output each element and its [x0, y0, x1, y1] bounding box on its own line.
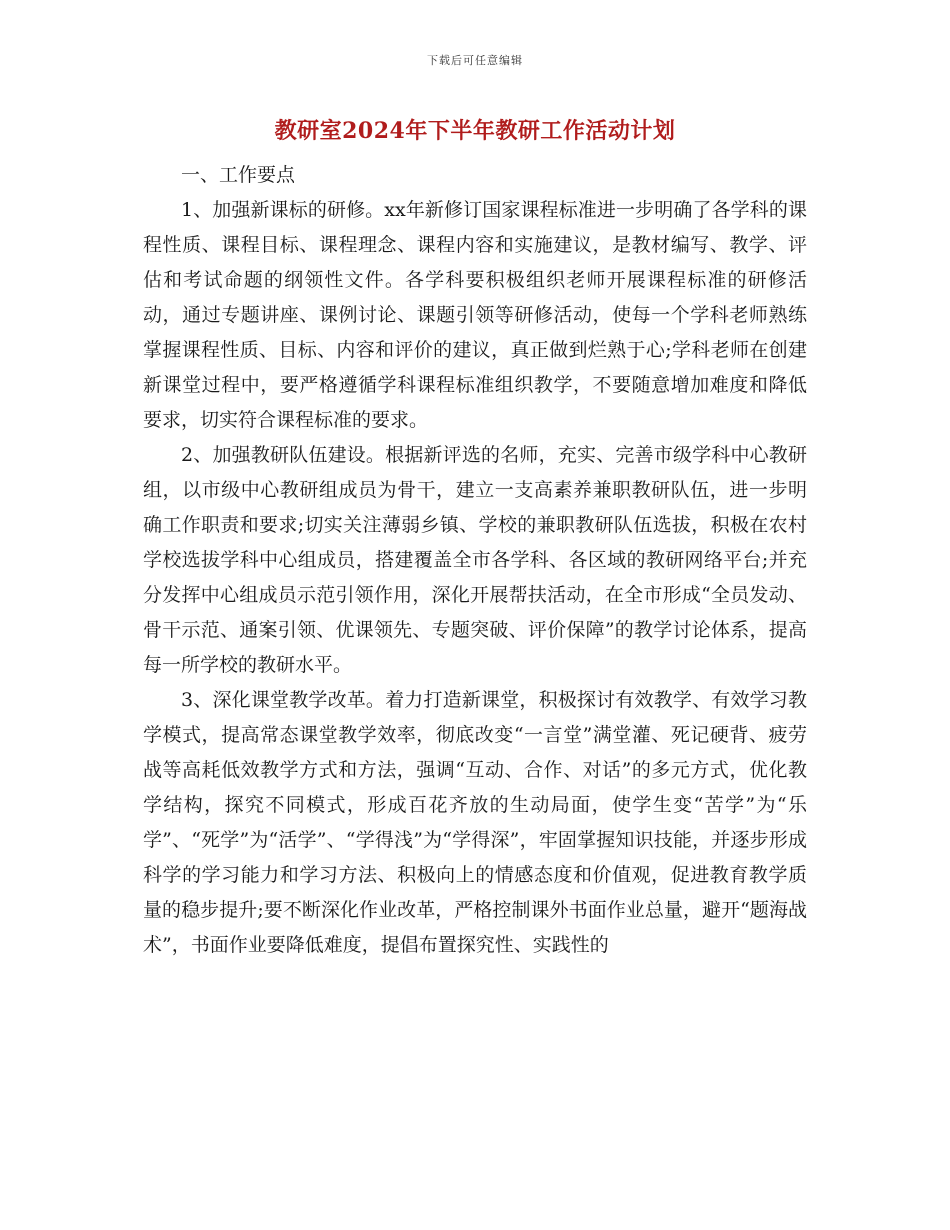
header-note: 下载后可任意编辑	[427, 54, 523, 67]
paragraph-1: 1、加强新课标的研修。xx年新修订国家课程标准进一步明确了各学科的课程性质、课程目标、课程理念、课程内容和实施建议，是教材编写、教学、评估和考试命题的纲领性文件。各学科要积极组织老师开展课程标准的研修活动，通过专题讲座、课例讨论、课题引领等研修活动，使每一个学科老师熟练掌握课程性质、目标、内容和评价的建议，真正做到烂熟于心;学科老师在创建新课堂过程中，要严格遵循学科课程标准组织教学，不要随意增加难度和降低要求，切实符合课程标准的要求。	[143, 199, 807, 431]
document-body	[143, 158, 807, 963]
section-heading: 一、工作要点	[181, 164, 296, 186]
paragraph-3: 3、深化课堂教学改革。着力打造新课堂，积极探讨有效教学、有效学习教学模式，提高常态课堂教学效率，彻底改变“一言堂”满堂灌、死记硬背、疲劳战等高耗低效教学方式和方法，强调“互动、合作、对话”的多元方式，优化教学结构，探究不同模式，形成百花齐放的生动局面，使学生变“苦学”为“乐学”、“死学”为“活学”、“学得浅”为“学得深”，牢固掌握知识技能，并逐步形成科学的学习能力和学习方法、积极向上的情感态度和价值观，促进教育教学质量的稳步提升;要不断深化作业改革，严格控制课外书面作业总量，避开“题海战术”，书面作业要降低难度，提倡布置探究性、实践性的	[143, 689, 807, 956]
paragraph-2: 2、加强教研队伍建设。根据新评选的名师，充实、完善市级学科中心教研组，以市级中心教研组成员为骨干，建立一支高素养兼职教研队伍，进一步明确工作职责和要求;切实关注薄弱乡镇、学校的兼职教研队伍选拔，积极在农村学校选拔学科中心组成员，搭建覆盖全市各学科、各区域的教研网络平台;并充分发挥中心组成员示范引领作用，深化开展帮扶活动，在全市形成“全员发动、骨干示范、通案引领、优课领先、专题突破、评价保障”的教学讨论体系，提高每一所学校的教研水平。	[143, 444, 807, 676]
document-title: 教研室2024年下半年教研工作活动计划	[274, 118, 676, 144]
